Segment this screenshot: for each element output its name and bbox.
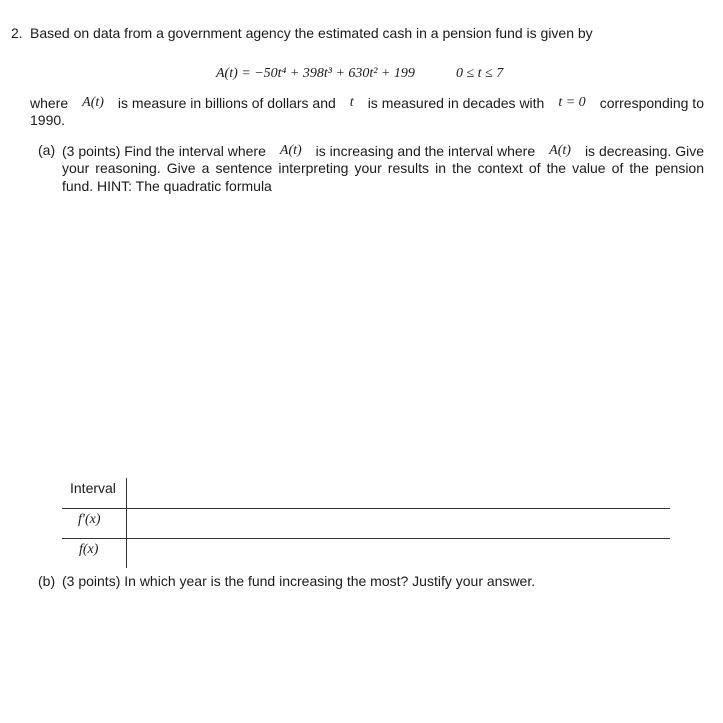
where-text-d: corresponding to (599, 95, 704, 111)
where-text-a: where (30, 95, 69, 111)
part-a-text-1: (3 points) Find the interval where (62, 143, 266, 159)
part-b-label: (b) (38, 573, 56, 589)
table-row-label-function: f(x) (79, 542, 99, 557)
part-a-var-2: A(t) (549, 143, 571, 158)
where-var-A: A(t) (82, 95, 104, 110)
table-row-label-derivative: f′(x) (78, 512, 101, 527)
where-text-b: is measure in billions of dollars and (117, 95, 336, 111)
domain-constraint: 0 ≤ t ≤ 7 (456, 66, 504, 81)
pension-formula: A(t) = −50t⁴ + 398t³ + 630t² + 199 (216, 66, 415, 81)
part-a-line-1 (62, 142, 704, 160)
table-cell-interval[interactable] (128, 478, 670, 507)
part-a-line-2: your reasoning. Give a sentence interpreting your results in the context of the value of the pension (62, 160, 704, 176)
table-cell-derivative[interactable] (128, 509, 670, 537)
table-row-label-interval: Interval (70, 480, 116, 496)
part-a-line-3: fund. HINT: The quadratic formula (62, 178, 272, 194)
part-b-text: (3 points) In which year is the fund increasing the most? Justify your answer. (62, 573, 536, 589)
table-cell-function[interactable] (128, 539, 670, 567)
where-text-c: is measured in decades with (367, 95, 545, 111)
part-a-text-2: is increasing and the interval where (315, 143, 536, 159)
where-eq-t0: t = 0 (558, 95, 586, 110)
part-a-text-3: is decreasing. Give (584, 143, 704, 159)
table-vertical-divider (126, 478, 127, 568)
problem-number: 2. (11, 25, 23, 41)
part-a-var-1: A(t) (279, 143, 302, 158)
where-var-t: t (349, 95, 354, 110)
where-line-2: 1990. (30, 112, 66, 128)
where-line-1 (30, 94, 704, 112)
problem-intro: Based on data from a government agency the estimated cash in a pension fund is given by (30, 25, 593, 41)
part-a-label: (a) (38, 142, 56, 158)
